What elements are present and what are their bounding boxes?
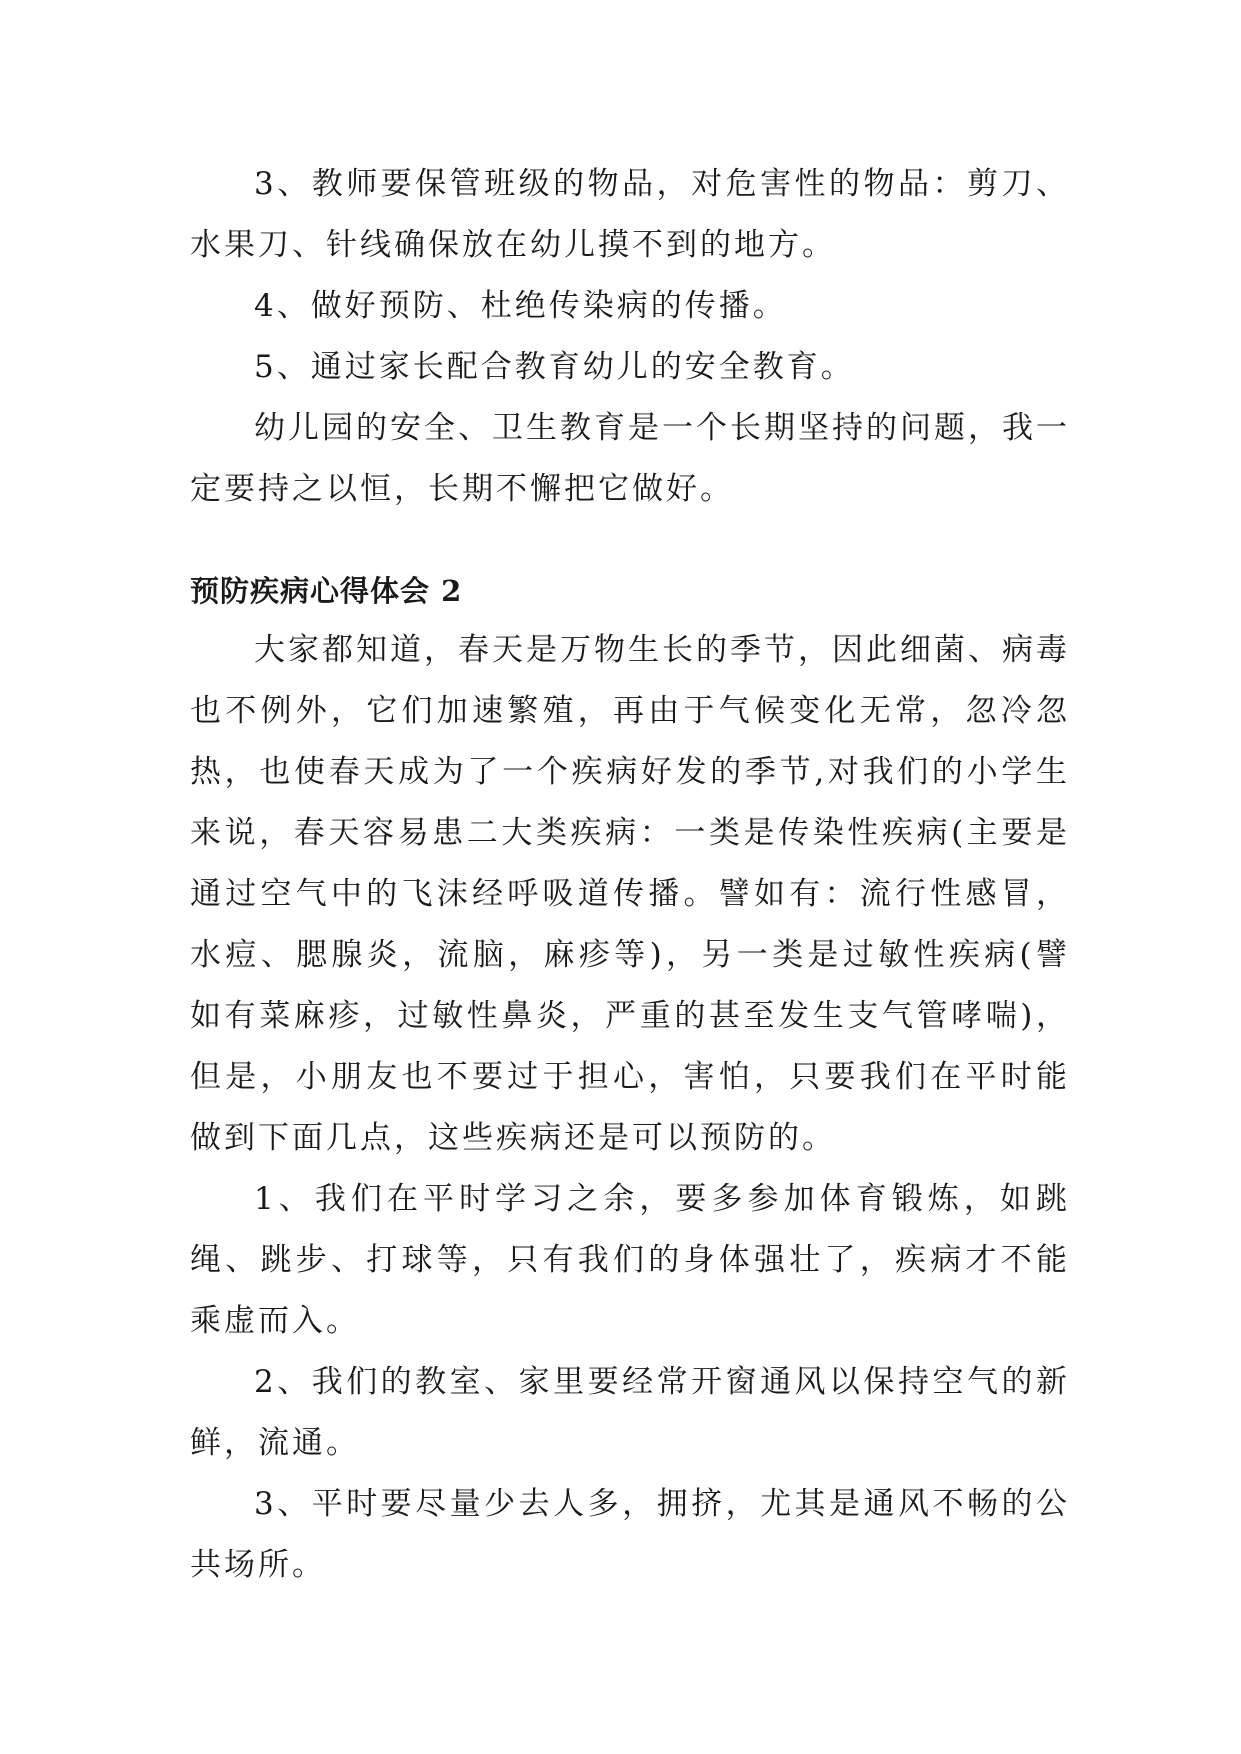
paragraph-intro: 大家都知道，春天是万物生长的季节，因此细菌、病毒也不例外，它们加速繁殖，再由于气候变化无常，忽冷忽热，也使春天成为了一个疾病好发的季节,对我们的小学生来说，春天容易患二大类疾病：一类是传染性疾病(主要是通过空气中的飞沫经呼吸道传播。譬如有：流行性感冒，水痘、腮腺炎，流脑，麻疹等)，另一类是过敏性疾病(譬如有菜麻疹，过敏性鼻炎，严重的甚至发生支气管哮喘)，但是，小朋友也不要过于担心，害怕，只要我们在平时能做到下面几点，这些疾病还是可以预防的。 [190, 632, 1070, 1156]
section-title: 预防疾病心得体会 2 [190, 574, 463, 608]
paragraph-tip-1: 1、我们在平时学习之余，要多参加体育锻炼，如跳绳、跳步、打球等，只有我们的身体强壮了，疾病才不能乘虚而入。 [190, 1181, 1070, 1339]
paragraph-conclusion: 幼儿园的安全、卫生教育是一个长期坚持的问题，我一定要持之以恒，长期不懈把它做好。 [190, 410, 1070, 507]
paragraph-tip-3: 3、平时要尽量少去人多，拥挤，尤其是通风不畅的公共场所。 [190, 1486, 1070, 1583]
paragraph-tip-2: 2、我们的教室、家里要经常开窗通风以保持空气的新鲜，流通。 [190, 1364, 1070, 1461]
paragraph-item-4: 4、做好预防、杜绝传染病的传播。 [254, 288, 787, 324]
paragraph-item-3: 3、教师要保管班级的物品，对危害性的物品：剪刀、水果刀、针线确保放在幼儿摸不到的地方。 [190, 166, 1070, 263]
paragraph-item-5: 5、通过家长配合教育幼儿的安全教育。 [254, 349, 855, 385]
